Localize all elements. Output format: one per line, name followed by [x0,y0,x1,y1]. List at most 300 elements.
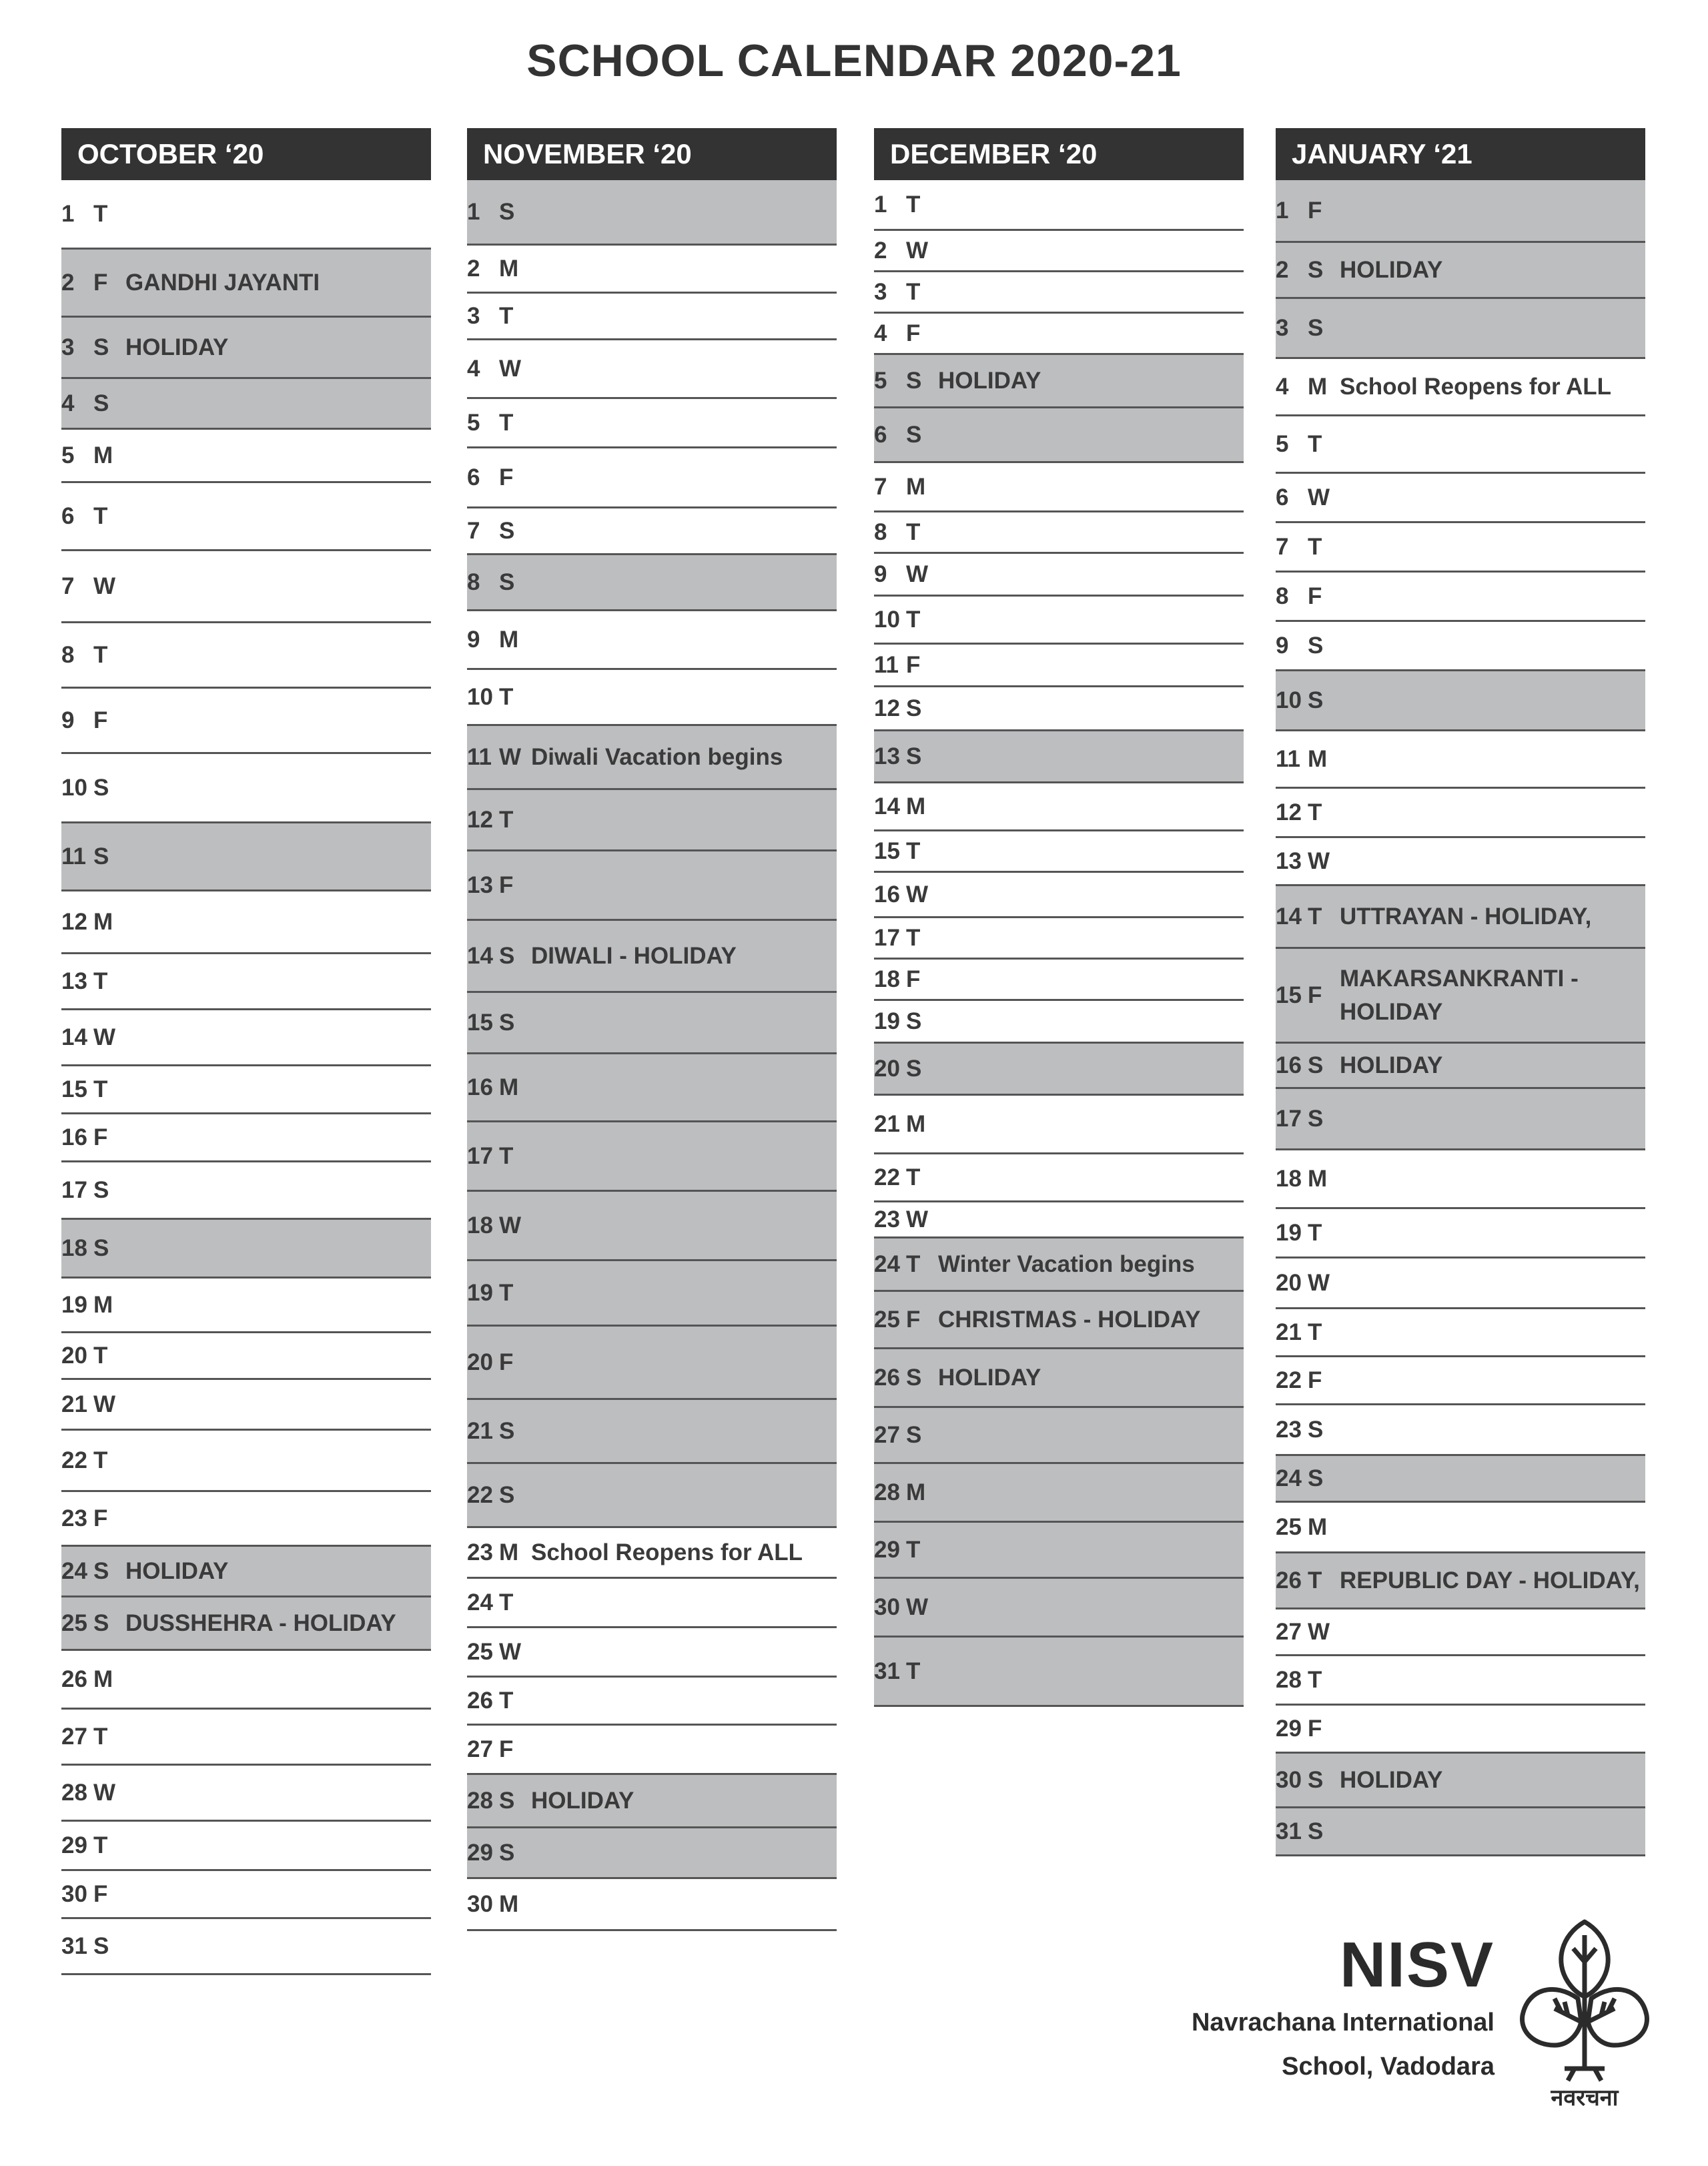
weekday-letter: S [906,421,922,448]
day-number: 21 [467,1417,493,1444]
day-row [1276,838,1645,886]
weekday-letter: S [499,1481,515,1508]
day-number: 1 [467,198,480,225]
day-number: 17 [61,1176,87,1203]
day-row [874,408,1244,463]
day-row [1276,1808,1645,1856]
weekday-letter: T [1308,1219,1322,1246]
day-row [467,180,837,246]
day-row [1276,359,1645,416]
day-row [467,790,837,851]
day-number: 9 [1276,632,1289,659]
weekday-letter: S [93,1176,109,1203]
weekday-letter: W [1308,1618,1330,1645]
weekday-letter: T [906,1164,921,1190]
day-number: 10 [467,683,493,710]
day-number: 3 [1276,314,1289,341]
day-number: 21 [61,1391,87,1417]
day-row [874,687,1244,731]
weekday-letter: S [93,1932,109,1959]
weekday-letter: T [906,278,921,305]
day-number: 1 [61,200,75,227]
day-number: 28 [874,1479,900,1505]
day-row [874,1638,1244,1707]
weekday-letter: M [1308,1513,1328,1540]
day-number: 10 [874,606,900,633]
day-row [1276,1456,1645,1503]
day-row [61,180,431,250]
day-number: 25 [61,1609,87,1636]
weekday-letter: T [499,302,514,329]
weekday-letter: W [499,743,522,770]
day-row [61,379,431,430]
logo-script-text: नवरचना [1551,2085,1619,2109]
day-number: 15 [467,1009,493,1036]
weekday-letter: S [1308,632,1324,659]
day-row [467,611,837,670]
day-row [1276,180,1645,243]
day-number: 6 [874,421,887,448]
day-row [61,823,431,891]
day-number: 25 [874,1306,900,1333]
weekday-letter: T [906,1536,921,1563]
day-row [61,1162,431,1220]
day-row [61,754,431,823]
day-number: 24 [1276,1465,1302,1491]
event-label: REPUBLIC DAY - HOLIDAY, [1340,1567,1640,1593]
weekday-letter: F [1308,1715,1322,1742]
weekday-letter: S [93,1557,109,1584]
day-number: 6 [1276,484,1289,510]
day-number: 3 [467,302,480,329]
day-number: 18 [1276,1165,1302,1192]
event-label: HOLIDAY [1340,1766,1443,1793]
day-number: 12 [61,908,87,935]
weekday-letter: W [906,1206,929,1232]
weekday-letter: S [906,695,922,721]
day-row [1276,731,1645,789]
weekday-letter: W [499,355,522,382]
day-row [467,1054,837,1122]
day-row [1276,1309,1645,1357]
day-row [1276,671,1645,731]
day-row [874,960,1244,1001]
day-number: 28 [61,1779,87,1806]
weekday-letter: T [906,518,921,545]
weekday-letter: S [1308,1818,1324,1844]
day-row [1276,622,1645,671]
day-row [61,318,431,379]
day-row [467,1464,837,1528]
day-number: 11 [874,651,899,678]
day-number: 25 [467,1638,493,1665]
weekday-letter: F [906,320,921,346]
day-number: 25 [1276,1513,1302,1540]
day-row [61,1766,431,1822]
day-number: 12 [467,806,493,833]
weekday-letter: F [906,651,921,678]
day-row [1276,1503,1645,1553]
weekday-letter: S [499,1417,515,1444]
day-row [61,954,431,1010]
day-row [467,1261,837,1327]
day-number: 19 [1276,1219,1302,1246]
day-row [874,512,1244,554]
day-number: 2 [1276,256,1289,283]
weekday-letter: T [906,1658,921,1684]
day-number: 17 [874,924,900,951]
day-number: 2 [467,255,480,282]
day-number: 21 [874,1110,900,1137]
weekday-letter: T [1308,799,1322,825]
weekday-letter: S [1308,1052,1324,1078]
event-label: Diwali Vacation begins [531,743,783,770]
weekday-letter: S [93,774,109,801]
day-number: 4 [1276,373,1289,400]
day-number: 31 [874,1658,900,1684]
day-row [874,463,1244,512]
weekday-letter: S [906,743,922,769]
event-label: HOLIDAY [938,367,1041,394]
day-number: 15 [1276,982,1302,1008]
day-row [1276,1553,1645,1609]
weekday-letter: T [499,1142,514,1169]
day-row [61,1114,431,1162]
day-row [467,294,837,340]
weekday-letter: M [1308,745,1328,772]
day-row [1276,573,1645,622]
day-row [467,1579,837,1628]
day-number: 2 [874,237,887,264]
weekday-letter: F [1308,982,1322,1008]
weekday-letter: T [1308,903,1322,930]
weekday-letter: S [499,198,515,225]
day-number: 24 [874,1250,900,1277]
day-number: 13 [874,743,900,769]
weekday-letter: T [93,641,108,668]
day-row [874,1349,1244,1408]
day-row [1276,1044,1645,1089]
school-logo [1108,1922,1655,2122]
weekday-letter: T [93,1342,108,1369]
weekday-letter: T [93,200,108,227]
day-row [874,1408,1244,1464]
weekday-letter: M [906,793,926,819]
weekday-letter: W [93,573,116,599]
day-row [467,921,837,993]
weekday-letter: T [93,1447,108,1473]
day-number: 15 [61,1076,87,1102]
weekday-letter: T [499,1589,514,1615]
day-number: 5 [467,409,480,436]
day-number: 14 [874,793,900,819]
day-row [467,993,837,1054]
day-row [1276,1706,1645,1754]
weekday-letter: S [93,843,109,869]
day-row [467,1327,837,1400]
day-number: 16 [61,1124,87,1150]
day-number: 10 [61,774,87,801]
day-row [874,1044,1244,1096]
page-title: SCHOOL CALENDAR 2020-21 [526,35,1182,86]
day-row [874,1154,1244,1202]
day-row [874,231,1244,272]
day-row [874,1292,1244,1349]
day-row [874,272,1244,314]
day-row [467,448,837,508]
event-label: HOLIDAY [531,1787,634,1814]
day-row [61,1919,431,1975]
day-row [61,1597,431,1651]
weekday-letter: T [906,191,921,218]
day-row [1276,1754,1645,1808]
day-number: 17 [1276,1105,1302,1132]
weekday-letter: T [906,924,921,951]
day-row [874,554,1244,597]
weekday-letter: S [1308,256,1324,283]
weekday-letter: T [93,968,108,994]
day-row [467,1879,837,1931]
day-number: 13 [1276,847,1302,874]
day-row [874,645,1244,687]
weekday-letter: S [93,334,109,360]
weekday-letter: W [93,1024,116,1050]
day-row [467,399,837,448]
event-label: DIWALI - HOLIDAY [531,942,737,969]
day-row [61,551,431,623]
day-number: 29 [1276,1715,1302,1742]
day-row [467,1400,837,1464]
weekday-letter: F [499,1349,514,1375]
day-number: 29 [467,1839,493,1866]
event-label: CHRISTMAS - HOLIDAY [938,1306,1201,1333]
day-number: 19 [467,1279,493,1306]
day-number: 27 [874,1421,900,1448]
month-header: DECEMBER ‘20 [874,128,1244,180]
weekday-letter: S [499,942,515,969]
day-row [467,1528,837,1579]
day-number: 1 [1276,197,1289,224]
day-row [874,783,1244,831]
weekday-letter: S [1308,314,1324,341]
day-number: 7 [1276,533,1289,560]
day-row [1276,1209,1645,1258]
day-number: 5 [1276,430,1289,457]
day-row [61,689,431,754]
event-label: GANDHI JAYANTI [125,269,320,296]
leaf-tree-emblem-icon [1515,1908,1655,2109]
day-row [61,1492,431,1547]
weekday-letter: M [93,442,113,468]
day-row [1276,949,1645,1044]
day-number: 16 [1276,1052,1302,1078]
event-label: UTTRAYAN - HOLIDAY, [1340,903,1592,930]
weekday-letter: F [93,1124,108,1150]
day-number: 19 [874,1008,900,1034]
weekday-letter: S [906,1055,922,1082]
day-number: 6 [467,464,480,490]
weekday-letter: S [1308,687,1324,713]
day-row [467,1192,837,1261]
day-number: 7 [874,473,887,500]
event-label: HOLIDAY [125,1557,229,1584]
day-row [874,314,1244,355]
weekday-letter: T [499,1687,514,1714]
day-number: 20 [874,1055,900,1082]
event-label: HOLIDAY [1340,256,1443,283]
weekday-letter: T [1308,430,1322,457]
weekday-letter: W [499,1638,522,1665]
weekday-letter: T [1308,1567,1322,1593]
day-row [874,873,1244,918]
day-number: 2 [61,269,75,296]
day-row [1276,474,1645,523]
day-number: 11 [1276,745,1300,772]
day-number: 8 [1276,583,1289,609]
weekday-letter: S [906,1421,922,1448]
weekday-letter: F [499,1736,514,1762]
event-label: DUSSHEHRA - HOLIDAY [125,1609,396,1636]
day-number: 19 [61,1291,87,1318]
day-number: 26 [467,1687,493,1714]
day-number: 28 [467,1787,493,1814]
weekday-letter: T [499,683,514,710]
day-row [1276,416,1645,474]
day-row [874,1001,1244,1044]
weekday-letter: S [1308,1416,1324,1443]
day-number: 28 [1276,1666,1302,1693]
day-number: 24 [61,1557,87,1584]
weekday-letter: S [1308,1766,1324,1793]
logo-school-name-line1: Navrachana International [1191,2009,1494,2037]
day-row [874,180,1244,231]
weekday-letter: S [499,517,515,544]
day-number: 18 [61,1234,87,1261]
day-row [874,731,1244,783]
day-number: 23 [874,1206,900,1232]
day-number: 11 [467,743,492,770]
day-row [61,891,431,954]
event-label: Winter Vacation begins [938,1250,1195,1277]
weekday-letter: T [906,606,921,633]
day-number: 6 [61,502,75,529]
day-number: 30 [467,1890,493,1917]
weekday-letter: M [93,1291,113,1318]
weekday-letter: W [906,881,929,908]
weekday-letter: T [906,1250,921,1277]
day-number: 14 [467,942,493,969]
event-label: MAKARSANKRANTI - HOLIDAY [1340,965,1579,1025]
day-number: 27 [61,1723,87,1750]
weekday-letter: W [906,237,929,264]
event-label: HOLIDAY [938,1364,1041,1391]
day-number: 9 [61,707,75,733]
day-number: 7 [467,517,480,544]
day-number: 11 [61,843,86,869]
day-row [467,1678,837,1726]
day-number: 8 [467,569,480,595]
weekday-letter: F [906,966,921,992]
day-number: 23 [467,1539,493,1565]
day-row [61,1547,431,1597]
weekday-letter: T [499,1279,514,1306]
day-row [61,623,431,689]
event-label: School Reopens for ALL [531,1539,803,1565]
day-row [61,1279,431,1333]
weekday-letter: S [1308,1465,1324,1491]
day-number: 29 [874,1536,900,1563]
weekday-letter: W [93,1779,116,1806]
day-row [61,1871,431,1919]
weekday-letter: S [499,1839,515,1866]
day-row [874,1579,1244,1638]
day-number: 7 [61,573,75,599]
weekday-letter: M [499,1539,519,1565]
weekday-letter: W [1308,1269,1330,1296]
day-row [1276,1357,1645,1405]
day-number: 5 [61,442,75,468]
logo-abbreviation: NISV [1339,1929,1494,2001]
day-row [874,1202,1244,1238]
day-number: 24 [467,1589,493,1615]
day-row [1276,243,1645,299]
day-row [61,250,431,318]
day-number: 30 [874,1593,900,1620]
day-row [467,1122,837,1192]
day-row [874,1523,1244,1579]
weekday-letter: M [906,1479,926,1505]
weekday-letter: S [1308,1105,1324,1132]
month-header: NOVEMBER ‘20 [467,128,837,180]
weekday-letter: F [1308,197,1322,224]
weekday-letter: T [1308,533,1322,560]
day-number: 14 [1276,903,1302,930]
weekday-letter: M [1308,373,1328,400]
day-row [874,918,1244,960]
weekday-letter: T [93,1723,108,1750]
day-number: 20 [61,1342,87,1369]
day-number: 26 [874,1364,900,1391]
weekday-letter: S [906,367,922,394]
day-number: 26 [1276,1567,1302,1593]
day-row [61,430,431,483]
weekday-letter: M [93,908,113,935]
day-number: 20 [467,1349,493,1375]
logo-school-name-line2: School, Vadodara [1282,2053,1494,2081]
day-row [1276,523,1645,573]
weekday-letter: W [1308,484,1330,510]
day-number: 29 [61,1832,87,1858]
day-row [467,555,837,611]
day-row [874,1238,1244,1292]
day-number: 17 [467,1142,493,1169]
day-row [61,1066,431,1114]
day-row [874,355,1244,408]
day-row [467,508,837,555]
day-row [61,1431,431,1492]
weekday-letter: S [499,1009,515,1036]
day-row [874,831,1244,873]
day-number: 23 [1276,1416,1302,1443]
day-number: 26 [61,1666,87,1692]
weekday-letter: W [1308,847,1330,874]
weekday-letter: F [499,871,514,898]
weekday-letter: S [499,569,515,595]
day-number: 31 [61,1932,87,1959]
weekday-letter: T [1308,1666,1322,1693]
weekday-letter: W [93,1391,116,1417]
weekday-letter: S [93,390,109,416]
